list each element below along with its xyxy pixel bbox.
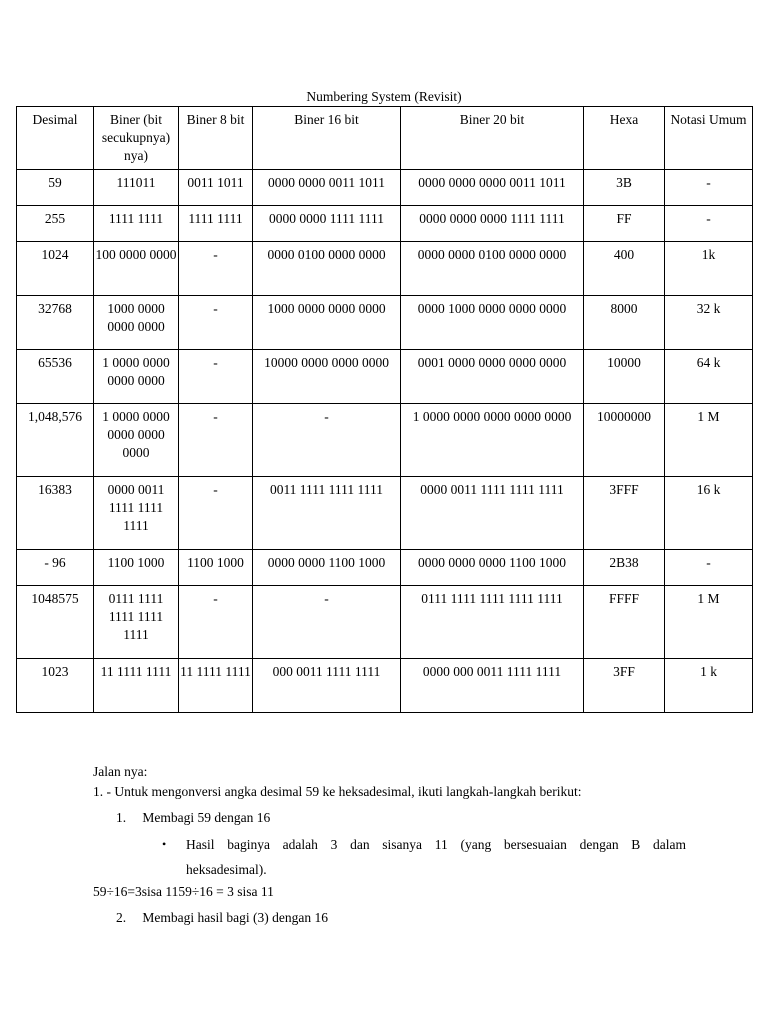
cell-desimal: 1024 — [17, 242, 94, 296]
cell-biner-16-bit: 0000 0000 1100 1000 — [253, 550, 401, 586]
cell-biner-20-bit: 0000 0000 0000 1100 1000 — [401, 550, 584, 586]
cell-biner-8-bit: 0011 1011 — [179, 170, 253, 206]
cell-notasi-umum: 32 k — [665, 296, 753, 350]
table-row — [17, 296, 753, 350]
cell-biner-20-bit: 0000 0000 0000 1111 1111 — [401, 206, 584, 242]
cell-notasi-umum: 16 k — [665, 477, 753, 550]
cell-desimal: 1023 — [17, 659, 94, 713]
table-row — [17, 659, 753, 713]
cell-biner-16-bit: 1000 0000 0000 0000 — [253, 296, 401, 350]
cell-hexa: 3FFF — [584, 477, 665, 550]
table-row — [17, 550, 753, 586]
step-1-text: Membagi 59 dengan 16 — [142, 810, 271, 825]
cell-biner-20-bit: 0001 0000 0000 0000 0000 — [401, 350, 584, 404]
cell-biner-8-bit: - — [179, 242, 253, 296]
cell-biner-secukupnya: 0111 1111 1111 1111 1111 — [94, 586, 179, 659]
header-biner-secukupnya: Biner (bit secukupnya) nya) — [94, 107, 179, 170]
cell-hexa: FFFF — [584, 586, 665, 659]
header-hexa: Hexa — [584, 107, 665, 170]
cell-biner-20-bit: 0000 0000 0000 0011 1011 — [401, 170, 584, 206]
table-row — [17, 586, 753, 659]
cell-desimal: 65536 — [17, 350, 94, 404]
cell-biner-8-bit: - — [179, 586, 253, 659]
table-header-row — [17, 107, 753, 170]
cell-biner-16-bit: 0000 0100 0000 0000 — [253, 242, 401, 296]
cell-notasi-umum: - — [665, 170, 753, 206]
cell-notasi-umum: - — [665, 550, 753, 586]
calculation-line: 59÷16=3sisa 1159÷16 = 3 sisa 11 — [93, 884, 274, 899]
header-biner-8-bit: Biner 8 bit — [179, 107, 253, 170]
cell-biner-16-bit: 000 0011 1111 1111 — [253, 659, 401, 713]
cell-biner-secukupnya: 1 0000 0000 0000 0000 — [94, 350, 179, 404]
explanation-heading: Jalan nya: — [93, 764, 148, 779]
header-biner-16-bit: Biner 16 bit — [253, 107, 401, 170]
table-row — [17, 170, 753, 206]
cell-biner-16-bit: 0011 1111 1111 1111 — [253, 477, 401, 550]
cell-hexa: 400 — [584, 242, 665, 296]
cell-biner-16-bit: 10000 0000 0000 0000 — [253, 350, 401, 404]
cell-biner-16-bit: 0000 0000 0011 1011 — [253, 170, 401, 206]
cell-desimal: 1,048,576 — [17, 404, 94, 477]
cell-biner-20-bit: 0000 1000 0000 0000 0000 — [401, 296, 584, 350]
cell-biner-secukupnya: 111011 — [94, 170, 179, 206]
bullet-icon: • — [162, 837, 167, 851]
cell-biner-secukupnya: 100 0000 0000 — [94, 242, 179, 296]
cell-notasi-umum: 1 k — [665, 659, 753, 713]
cell-biner-8-bit: 1100 1000 — [179, 550, 253, 586]
step-2-number: 2. — [116, 910, 127, 925]
table-row — [17, 477, 753, 550]
cell-hexa: 8000 — [584, 296, 665, 350]
cell-hexa: 10000000 — [584, 404, 665, 477]
cell-hexa: 3FF — [584, 659, 665, 713]
cell-biner-20-bit: 1 0000 0000 0000 0000 0000 — [401, 404, 584, 477]
cell-notasi-umum: - — [665, 206, 753, 242]
table-row — [17, 242, 753, 296]
cell-biner-secukupnya: 1 0000 0000 0000 0000 0000 — [94, 404, 179, 477]
cell-biner-20-bit: 0111 1111 1111 1111 1111 — [401, 586, 584, 659]
header-notasi-umum: Notasi Umum — [665, 107, 753, 170]
cell-hexa: 2B38 — [584, 550, 665, 586]
step-1-number: 1. — [116, 810, 127, 825]
step-2-text: Membagi hasil bagi (3) dengan 16 — [142, 910, 328, 925]
cell-desimal: 16383 — [17, 477, 94, 550]
step-2 — [93, 908, 713, 928]
cell-biner-secukupnya: 1100 1000 — [94, 550, 179, 586]
step-1-bullet-text: Hasil baginya adalah 3 dan sisanya 11 (yang bersesuaian dengan B dalam heksadesimal). — [186, 837, 686, 877]
cell-biner-secukupnya: 1111 1111 — [94, 206, 179, 242]
cell-notasi-umum: 1 M — [665, 404, 753, 477]
table-body — [17, 170, 753, 713]
table-row — [17, 404, 753, 477]
cell-biner-20-bit: 0000 0000 0100 0000 0000 — [401, 242, 584, 296]
cell-notasi-umum: 1 M — [665, 586, 753, 659]
explanation-intro: 1. - Untuk mengonversi angka desimal 59 ke heksadesimal, ikuti langkah-langkah berikut: — [93, 784, 582, 799]
cell-biner-8-bit: - — [179, 404, 253, 477]
cell-desimal: - 96 — [17, 550, 94, 586]
cell-biner-8-bit: - — [179, 350, 253, 404]
header-desimal: Desimal — [17, 107, 94, 170]
cell-biner-16-bit: - — [253, 586, 401, 659]
step-1 — [93, 808, 713, 828]
cell-biner-16-bit: 0000 0000 1111 1111 — [253, 206, 401, 242]
cell-biner-8-bit: - — [179, 296, 253, 350]
table-row — [17, 350, 753, 404]
cell-hexa: FF — [584, 206, 665, 242]
cell-notasi-umum: 64 k — [665, 350, 753, 404]
cell-biner-8-bit: 1111 1111 — [179, 206, 253, 242]
cell-biner-secukupnya: 11 1111 1111 — [94, 659, 179, 713]
cell-biner-20-bit: 0000 0011 1111 1111 1111 — [401, 477, 584, 550]
cell-biner-secukupnya: 1000 0000 0000 0000 — [94, 296, 179, 350]
cell-hexa: 3B — [584, 170, 665, 206]
cell-desimal: 255 — [17, 206, 94, 242]
cell-biner-20-bit: 0000 000 0011 1111 1111 — [401, 659, 584, 713]
cell-biner-secukupnya: 0000 0011 1111 1111 1111 — [94, 477, 179, 550]
numbering-system-table — [16, 106, 753, 713]
cell-desimal: 1048575 — [17, 586, 94, 659]
explanation-section — [93, 762, 713, 928]
cell-biner-8-bit: 11 1111 1111 — [179, 659, 253, 713]
cell-notasi-umum: 1k — [665, 242, 753, 296]
cell-desimal: 32768 — [17, 296, 94, 350]
table-row — [17, 206, 753, 242]
cell-desimal: 59 — [17, 170, 94, 206]
cell-hexa: 10000 — [584, 350, 665, 404]
document-title: Numbering System (Revisit) — [306, 89, 462, 104]
header-biner-20-bit: Biner 20 bit — [401, 107, 584, 170]
step-1-bullet — [162, 832, 713, 882]
cell-biner-8-bit: - — [179, 477, 253, 550]
cell-biner-16-bit: - — [253, 404, 401, 477]
